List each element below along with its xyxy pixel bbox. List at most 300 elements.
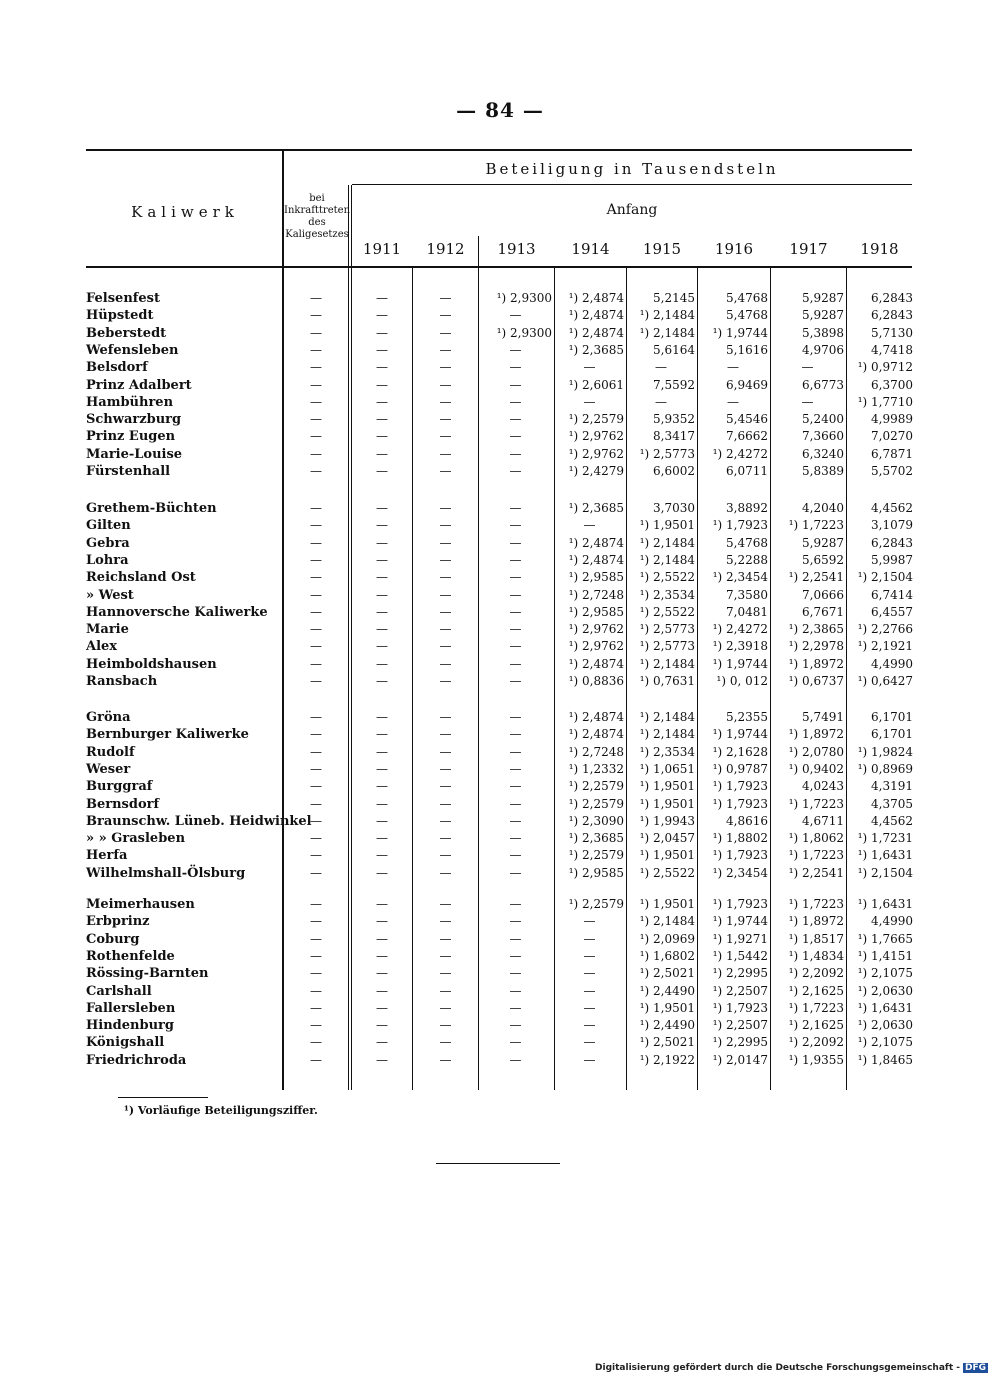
table-cell: — (439, 779, 452, 794)
table-cell: — (655, 394, 667, 409)
table-row (0, 1000, 1000, 1017)
table-cell: ¹) 2,0147 (712, 1052, 768, 1067)
table-row (0, 865, 1000, 882)
table-cell: — (376, 779, 388, 794)
table-cell: 6,4557 (871, 604, 913, 619)
footnote: ¹) Vorläufige Beteiligungsziffer. (124, 1104, 318, 1117)
table-cell: ¹) 1,8972 (788, 656, 844, 671)
table-cell: — (376, 429, 388, 444)
table-cell: ¹) 2,4874 (568, 308, 624, 323)
table-cell: — (509, 308, 522, 323)
table-cell: — (509, 831, 522, 846)
table-cell: — (509, 761, 522, 776)
kaliwerk-name: Belsdorf (86, 360, 148, 376)
kaliwerk-name: Wefensleben (86, 342, 179, 358)
table-cell: 7,0666 (802, 587, 844, 602)
kaliwerk-name: Ransbach (86, 674, 158, 689)
table-cell: — (310, 1000, 322, 1015)
table-cell: — (310, 865, 322, 880)
table-cell: — (439, 710, 452, 724)
table-cell: ¹) 1,9501 (639, 779, 695, 794)
table-cell: — (509, 744, 522, 759)
table-cell: — (310, 552, 322, 567)
table-cell: — (310, 412, 322, 427)
table-cell: — (439, 501, 452, 515)
table-cell: — (376, 639, 388, 654)
table-cell: — (376, 831, 388, 846)
table-cell: — (439, 518, 452, 533)
table-cell: 7,3660 (802, 429, 844, 444)
table-cell: — (439, 587, 452, 602)
table-cell: 7,5592 (653, 377, 695, 392)
kaliwerk-name: Rössing-Barnten (86, 966, 209, 982)
table-cell: ¹) 2,1484 (639, 710, 695, 724)
table-cell: ¹) 0,9402 (788, 761, 844, 776)
table-cell: ¹) 2,2507 (712, 1018, 768, 1033)
table-cell: 3,8892 (726, 501, 768, 515)
table-cell: ¹) 2,3918 (712, 639, 768, 654)
table-cell: ¹) 2,5522 (639, 604, 695, 619)
dfg-logo: DFG (964, 1363, 986, 1373)
table-cell: — (509, 865, 522, 880)
table-cell: — (376, 761, 388, 776)
table-cell: 4,3705 (871, 796, 913, 811)
table-cell: ¹) 2,9762 (568, 446, 624, 461)
table-cell: — (509, 983, 522, 998)
table-cell: 4,4990 (871, 914, 913, 929)
table-cell: — (509, 727, 522, 742)
table-cell: — (439, 1000, 452, 1015)
table-cell: ¹) 1,9744 (712, 914, 768, 929)
table-cell: — (376, 518, 388, 533)
table-cell: — (439, 813, 452, 828)
page-number: — 84 — (456, 98, 544, 122)
table-cell: — (801, 360, 814, 375)
table-cell: 6,0711 (726, 464, 768, 478)
table-cell: — (310, 914, 322, 929)
table-cell: ¹) 2,3685 (568, 501, 624, 515)
table-cell: — (310, 1035, 322, 1050)
table-cell: 6,1701 (871, 727, 913, 742)
table-cell: ¹) 2,4272 (712, 446, 768, 461)
table-cell: — (310, 710, 322, 724)
table-cell: — (439, 1052, 452, 1067)
table-cell: 4,4562 (871, 813, 913, 828)
table-cell: ¹) 2,0457 (639, 831, 695, 846)
table-cell: — (376, 360, 388, 375)
kaliwerk-name: » West (86, 587, 134, 603)
kaliwerk-name: Erbprinz (86, 914, 150, 930)
table-row (0, 931, 1000, 948)
table-cell: 6,7871 (871, 446, 913, 461)
table-cell: — (376, 674, 388, 688)
kaliwerk-name: Coburg (86, 931, 140, 947)
table-cell: ¹) 2,1484 (639, 727, 695, 742)
footnote-rule (118, 1097, 208, 1098)
table-cell: — (509, 587, 522, 602)
table-cell: ¹) 2,9585 (568, 570, 624, 585)
table-cell: — (310, 761, 322, 776)
table-cell: 4,3191 (871, 779, 913, 794)
table-cell: ¹) 1,4151 (857, 948, 913, 963)
table-cell: — (310, 796, 322, 811)
table-cell: ¹) 2,2092 (788, 966, 844, 981)
kaliwerk-name: Burggraf (86, 779, 153, 795)
table-cell: — (439, 674, 452, 688)
table-cell: — (439, 761, 452, 776)
kaliwerk-name: Prinz Eugen (86, 429, 176, 445)
table-cell: — (376, 744, 388, 759)
table-cell: ¹) 1,7223 (788, 897, 844, 911)
table-cell: — (439, 897, 452, 911)
kaliwerk-name: Fallersleben (86, 1000, 176, 1016)
table-cell: — (376, 291, 388, 305)
table-cell: — (439, 948, 452, 963)
table-cell: ¹) 2,5522 (639, 570, 695, 585)
table-cell: — (509, 710, 522, 724)
table-cell: ¹) 2,2579 (568, 779, 624, 794)
table-row (0, 896, 1000, 913)
table-cell: — (509, 639, 522, 654)
table-cell: ¹) 1,7223 (788, 1000, 844, 1015)
table-row (0, 621, 1000, 638)
table-cell: — (310, 604, 322, 619)
column-header-bei-inkrafttreten: bei Inkrafttreten des Kaligesetzes (284, 193, 351, 240)
year-header: 1915 (642, 240, 682, 258)
table-cell: — (509, 1035, 522, 1050)
table-cell: ¹) 2,2092 (788, 1035, 844, 1050)
table-cell: ¹) 1,7923 (712, 796, 768, 811)
table-cell: ¹) 2,2579 (568, 412, 624, 427)
kaliwerk-name: Gebra (86, 535, 130, 551)
table-row (0, 965, 1000, 982)
table-cell: ¹) 2,0780 (788, 744, 844, 759)
table-cell: — (310, 931, 322, 946)
table-row (0, 709, 1000, 726)
table-cell: — (727, 360, 739, 375)
table-cell: — (376, 622, 388, 637)
table-cell: ¹) 1,9501 (639, 897, 695, 911)
table-cell: ¹) 2,4874 (568, 291, 624, 305)
table-cell: ¹) 2,4874 (568, 727, 624, 742)
table-cell: ¹) 1,7223 (788, 518, 844, 533)
table-cell: — (509, 360, 522, 375)
table-cell: — (376, 446, 388, 461)
table-cell: 5,6164 (653, 342, 695, 357)
kaliwerk-name: Heimboldshausen (86, 656, 217, 672)
year-header: 1918 (860, 240, 899, 258)
table-cell: ¹) 1,6802 (639, 948, 695, 963)
table-cell: — (310, 727, 322, 742)
table-cell: — (439, 377, 452, 392)
table-cell: ¹) 2,3865 (788, 622, 844, 637)
table-cell: ¹) 2,4272 (712, 622, 768, 637)
table-cell: — (509, 394, 522, 409)
table-cell: 6,6773 (802, 377, 844, 392)
table-cell: ¹) 2,1921 (857, 639, 913, 654)
kaliwerk-name: Marie-Louise (86, 446, 183, 462)
table-cell: — (509, 914, 522, 929)
year-header: 1914 (571, 240, 610, 258)
table-cell: ¹) 2,5773 (639, 622, 695, 637)
header-rule-under-title (352, 184, 912, 185)
table-cell: ¹) 1,7710 (857, 394, 913, 409)
table-cell: ¹) 1,4834 (788, 948, 844, 963)
table-row (0, 1017, 1000, 1034)
table-cell: — (310, 744, 322, 759)
table-cell: — (376, 848, 388, 863)
table-cell: — (583, 1000, 596, 1015)
table-cell: — (376, 727, 388, 742)
table-cell: — (439, 342, 452, 357)
table-cell: ¹) 1,2332 (568, 761, 624, 776)
table-cell: — (439, 848, 452, 863)
table-cell: — (439, 604, 452, 619)
table-cell: — (376, 570, 388, 585)
year-header: 1913 (497, 240, 536, 258)
table-cell: ¹) 1,8465 (857, 1052, 913, 1067)
kaliwerk-name: Braunschw. Lüneb. Heidwinkel (86, 813, 312, 829)
table-cell: 6,2843 (871, 308, 913, 323)
table-cell: — (376, 865, 388, 880)
table-cell: — (310, 501, 322, 515)
table-cell: — (310, 831, 322, 846)
table-cell: 5,4768 (726, 291, 768, 305)
table-cell: — (310, 464, 322, 478)
table-row (0, 813, 1000, 830)
table-cell: — (509, 570, 522, 585)
table-cell: — (509, 931, 522, 946)
table-cell: 3,1079 (871, 518, 913, 533)
table-row (0, 796, 1000, 813)
table-cell: 4,9706 (802, 342, 844, 357)
table-cell: — (509, 412, 522, 427)
table-cell: ¹) 1,9824 (857, 744, 913, 759)
kaliwerk-name: Beberstedt (86, 325, 167, 341)
table-cell: — (439, 656, 452, 671)
kaliwerk-name: Gröna (86, 710, 131, 725)
table-cell: — (310, 518, 322, 533)
table-cell: 3,7030 (653, 501, 695, 515)
table-cell: ¹) 2,4279 (568, 464, 624, 478)
table-cell: — (376, 796, 388, 811)
table-cell: — (310, 587, 322, 602)
table-cell: 6,7671 (802, 604, 844, 619)
kaliwerk-name: Alex (86, 639, 118, 655)
table-cell: — (439, 291, 452, 305)
table-cell: ¹) 0,8969 (857, 761, 913, 776)
table-cell: ¹) 1,7923 (712, 518, 768, 533)
table-cell: ¹) 2,4874 (568, 656, 624, 671)
table-cell: — (583, 948, 596, 963)
table-cell: 6,6002 (653, 464, 695, 478)
table-cell: ¹) 2,3685 (568, 831, 624, 846)
table-cell: ¹) 2,2579 (568, 897, 624, 911)
table-cell: — (439, 446, 452, 461)
table-cell: ¹) 0, 012 (716, 674, 768, 688)
table-cell: — (509, 552, 522, 567)
table-cell: — (310, 535, 322, 550)
table-cell: — (439, 570, 452, 585)
table-cell: ¹) 2,1075 (857, 1035, 913, 1050)
table-cell: — (509, 1052, 522, 1067)
table-cell: 5,3898 (802, 325, 844, 340)
table-cell: ¹) 1,7231 (857, 831, 913, 846)
header-bottom-rule (86, 266, 912, 268)
table-cell: — (310, 848, 322, 863)
kaliwerk-name: Bernsdorf (86, 796, 160, 812)
table-row (0, 1034, 1000, 1051)
table-cell: — (310, 983, 322, 998)
table-cell: ¹) 2,2995 (712, 966, 768, 981)
table-cell: ¹) 2,1484 (639, 535, 695, 550)
table-row (0, 1052, 1000, 1069)
table-cell: ¹) 1,8972 (788, 914, 844, 929)
table-cell: ¹) 2,3454 (712, 570, 768, 585)
kaliwerk-name: Marie (86, 622, 129, 638)
table-cell: — (310, 342, 322, 357)
table-cell: ¹) 2,4874 (568, 535, 624, 550)
table-row (0, 656, 1000, 673)
table-cell: ¹) 2,2579 (568, 848, 624, 863)
table-cell: ¹) 2,1075 (857, 966, 913, 981)
table-cell: 4,0243 (802, 779, 844, 794)
table-cell: ¹) 2,5021 (639, 1035, 695, 1050)
table-cell: ¹) 2,9300 (496, 325, 552, 340)
table-cell: — (439, 865, 452, 880)
table-cell: ¹) 2,2541 (788, 570, 844, 585)
kaliwerk-name: Herfa (86, 848, 128, 864)
table-cell: 5,6592 (802, 552, 844, 567)
table-cell: — (376, 587, 388, 602)
kaliwerk-name: Weser (86, 761, 131, 777)
table-cell: ¹) 1,9744 (712, 727, 768, 742)
table-cell: ¹) 2,6061 (568, 377, 624, 392)
table-cell: ¹) 2,1628 (712, 744, 768, 759)
table-cell: — (310, 394, 322, 409)
table-cell: ¹) 1,7223 (788, 848, 844, 863)
table-cell: ¹) 1,7923 (712, 779, 768, 794)
table-cell: ¹) 1,9744 (712, 656, 768, 671)
table-cell: ¹) 2,7248 (568, 744, 624, 759)
table-cell: ¹) 1,9943 (639, 813, 695, 828)
table-cell: — (439, 744, 452, 759)
table-cell: — (509, 429, 522, 444)
table-cell: — (439, 831, 452, 846)
kaliwerk-name: Felsenfest (86, 291, 160, 306)
table-cell: — (376, 394, 388, 409)
table-cell: — (439, 1018, 452, 1033)
table-row (0, 948, 1000, 965)
kaliwerk-name: Rudolf (86, 744, 135, 760)
table-cell: 5,9352 (653, 412, 695, 427)
table-cell: — (439, 464, 452, 478)
table-row (0, 517, 1000, 534)
table-cell: 4,7418 (871, 342, 913, 357)
table-cell: — (376, 552, 388, 567)
table-row (0, 446, 1000, 463)
table-cell: 6,9469 (726, 377, 768, 392)
table-row (0, 535, 1000, 552)
table-row (0, 307, 1000, 324)
table-cell: — (439, 966, 452, 981)
digitization-credit (595, 1363, 988, 1373)
table-cell: ¹) 2,4874 (568, 325, 624, 340)
table-cell: — (310, 377, 322, 392)
table-cell: — (376, 464, 388, 478)
table-cell: — (509, 464, 522, 478)
table-cell: ¹) 2,1504 (857, 570, 913, 585)
table-cell: ¹) 2,9762 (568, 429, 624, 444)
table-top-rule (86, 149, 912, 151)
table-cell: ¹) 2,4490 (639, 1018, 695, 1033)
table-cell: — (376, 656, 388, 671)
year-header: 1916 (714, 240, 754, 258)
table-cell: — (310, 948, 322, 963)
table-cell: 6,3240 (802, 446, 844, 461)
table-cell: — (509, 604, 522, 619)
table-cell: 7,0270 (871, 429, 913, 444)
table-cell: — (376, 604, 388, 619)
table-cell: — (310, 966, 322, 981)
table-cell: 5,9287 (802, 308, 844, 323)
end-rule (436, 1163, 560, 1164)
table-cell: — (310, 1018, 322, 1033)
table-cell: ¹) 2,2766 (857, 622, 913, 637)
table-row (0, 587, 1000, 604)
table-cell: 5,7491 (802, 710, 844, 724)
table-cell: 6,2843 (871, 535, 913, 550)
table-cell: — (376, 931, 388, 946)
table-cell: ¹) 2,1484 (639, 656, 695, 671)
table-cell: — (439, 552, 452, 567)
table-cell: — (376, 308, 388, 323)
table-cell: 4,4562 (871, 501, 913, 515)
table-row (0, 673, 1000, 690)
table-cell: — (376, 1035, 388, 1050)
table-cell: ¹) 2,3534 (639, 744, 695, 759)
table-cell: ¹) 1,0651 (639, 761, 695, 776)
table-cell: — (727, 394, 739, 409)
table-title: Beteiligung in Tausendsteln (485, 160, 779, 178)
table-cell: ¹) 2,1504 (857, 865, 913, 880)
table-cell: — (509, 848, 522, 863)
table-cell: — (376, 813, 388, 828)
kaliwerk-name: Wilhelmshall-Ölsburg (86, 865, 246, 881)
credit-text: Digitalisierung gefördert durch die Deutsche Forschungsgemeinschaft - (595, 1363, 960, 1373)
table-row (0, 290, 1000, 307)
table-cell: ¹) 2,2995 (712, 1035, 768, 1050)
table-cell: — (376, 1052, 388, 1067)
table-cell: 4,6711 (802, 813, 844, 828)
kaliwerk-name: Bernburger Kaliwerke (86, 727, 249, 743)
table-row (0, 847, 1000, 864)
table-row (0, 359, 1000, 376)
kaliwerk-name: Grethem-Büchten (86, 501, 217, 516)
table-cell: — (509, 501, 522, 515)
table-cell: ¹) 1,7665 (857, 931, 913, 946)
table-cell: ¹) 2,2579 (568, 796, 624, 811)
table-cell: — (583, 931, 596, 946)
table-cell: — (509, 897, 522, 911)
table-cell: — (509, 535, 522, 550)
table-cell: ¹) 0,9787 (712, 761, 768, 776)
table-cell: — (376, 325, 388, 340)
table-cell: — (655, 360, 667, 375)
table-row (0, 913, 1000, 930)
table-cell: — (583, 518, 596, 533)
table-row (0, 569, 1000, 586)
